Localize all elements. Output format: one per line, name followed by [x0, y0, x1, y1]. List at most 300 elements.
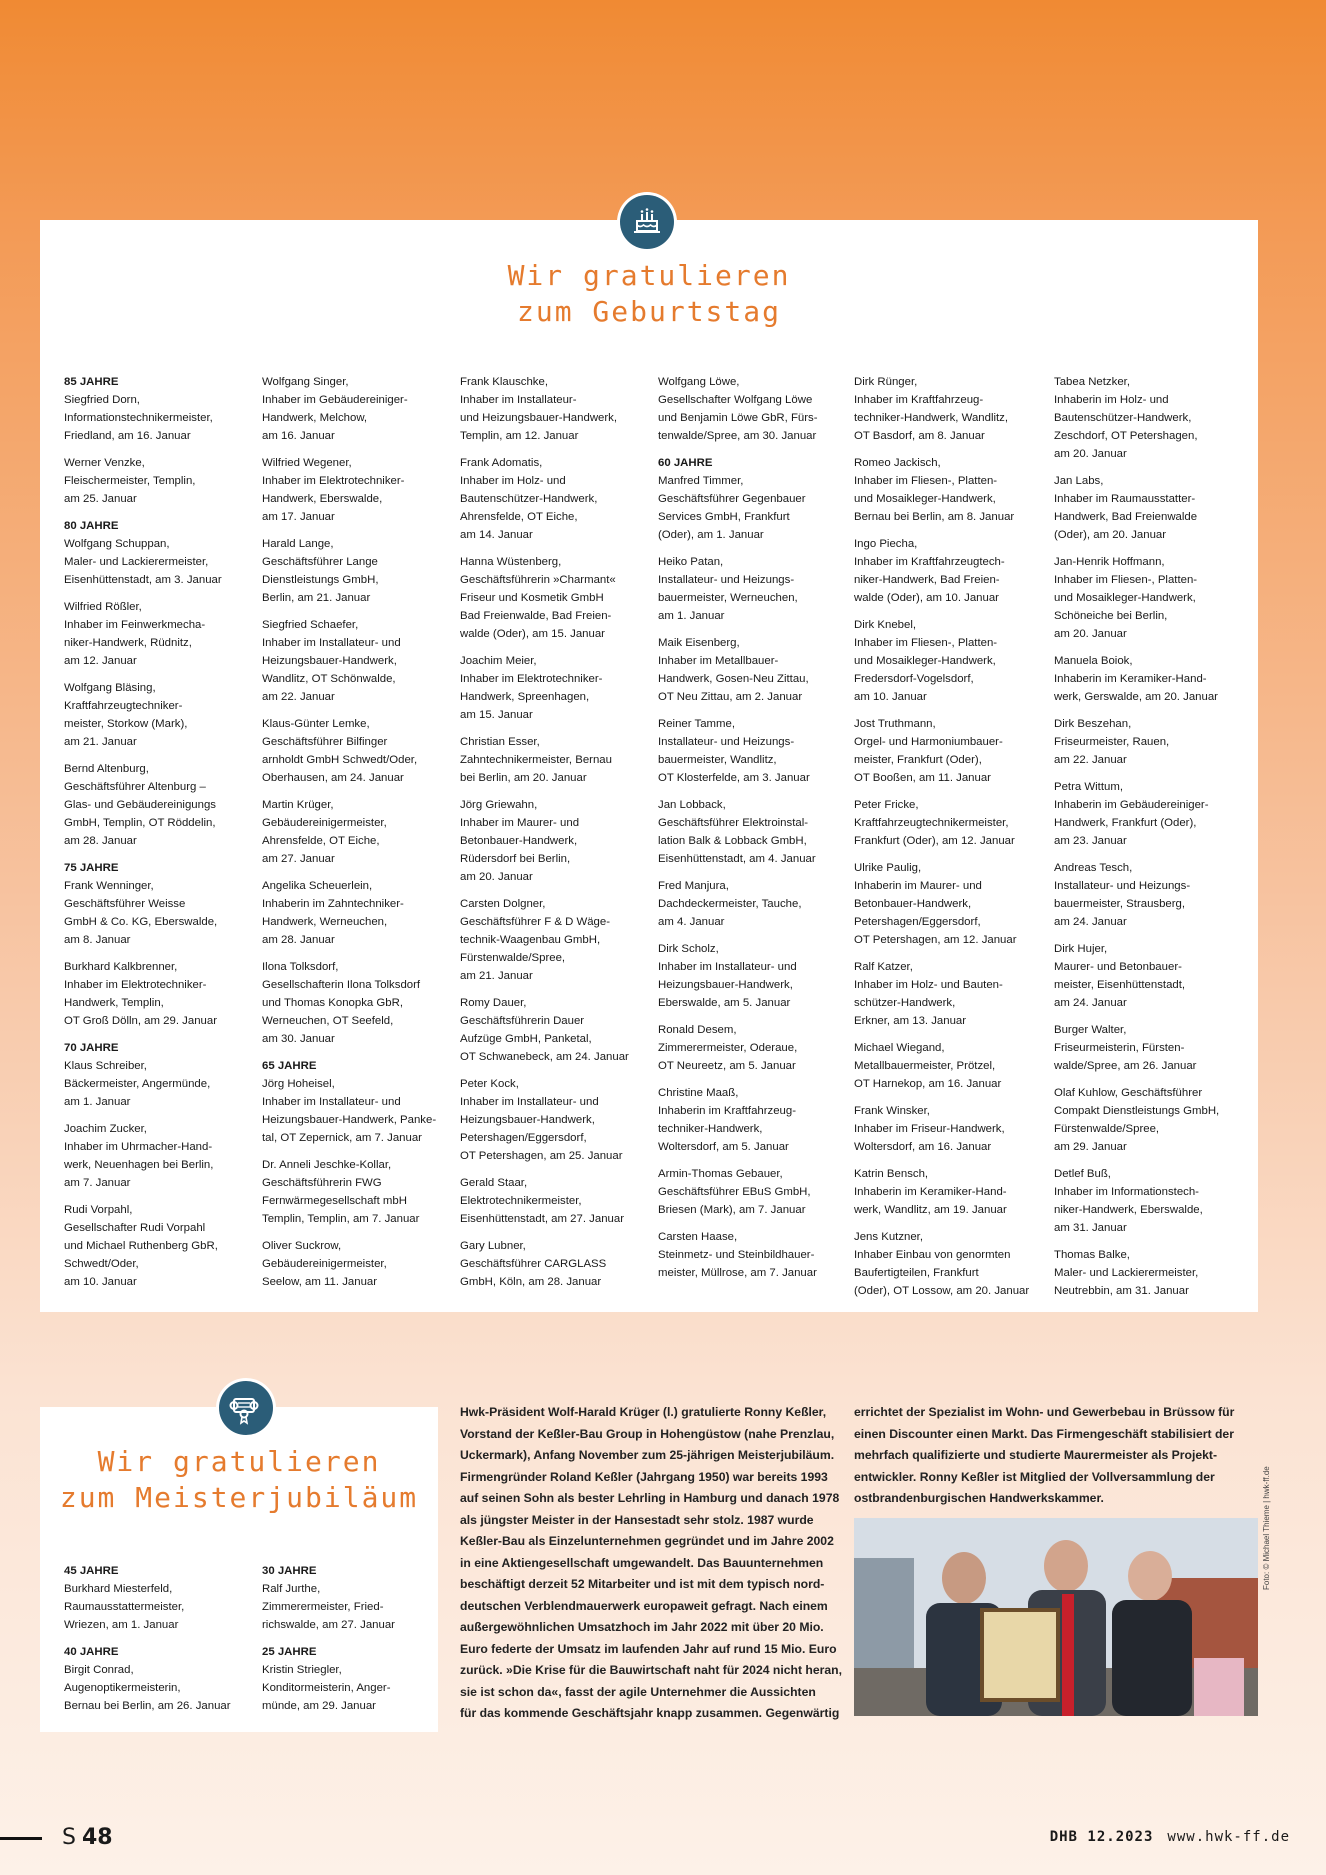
entry-line: Handwerk, Eberswalde,	[262, 493, 383, 505]
entry-line: OT Klosterfelde, am 3. Januar	[658, 772, 810, 784]
entry-line: Ronald Desem,	[658, 1024, 737, 1036]
entry-line: Kraftfahrzeugtechniker-	[64, 700, 183, 712]
article-line: Firmengründer Roland Keßler (Jahrgang 1950) war bereits 1993	[460, 1469, 828, 1484]
entry-line: Heizungsbauer-Handwerk,	[460, 1114, 595, 1126]
entry-line: Inhaber im Uhrmacher-Hand-	[64, 1141, 213, 1153]
entry-line: Joachim Meier,	[460, 655, 537, 667]
article-line: als jüngster Meister in der Hansestadt sehr stolz. 1987 wurde	[460, 1512, 814, 1527]
entry-line: (Oder), am 1. Januar	[658, 529, 764, 541]
list-item	[460, 994, 650, 1066]
meisterjubilaeum-title-line2: zum Meisterjubiläum	[59, 1481, 419, 1514]
entry-line: Jörg Hoheisel,	[262, 1078, 335, 1090]
entry-line: Geschäftsführer EBuS GmbH,	[658, 1186, 811, 1198]
list-item	[1054, 553, 1244, 643]
column-1	[64, 1562, 244, 1724]
article-line: Uckermark), Anfang November zum 25-jährigen Meisterjubiläum.	[460, 1448, 835, 1462]
entry-line: Dirk Knebel,	[854, 619, 917, 631]
article-column-2	[854, 1402, 1235, 1510]
entry-line: bauermeister, Werneuchen,	[658, 592, 798, 604]
entry-line: Peter Kock,	[460, 1078, 519, 1090]
entry-line: Burger Walter,	[1054, 1024, 1127, 1036]
entry-line: Manuela Boiok,	[1054, 655, 1133, 667]
entry-line: GmbH & Co. KG, Eberswalde,	[64, 916, 218, 928]
entry-line: Armin-Thomas Gebauer,	[658, 1168, 783, 1180]
entry-line: Geschäftsführerin FWG	[262, 1177, 382, 1189]
list-item	[658, 877, 848, 931]
entry-line: Kraftfahrzeugtechnikermeister,	[854, 817, 1009, 829]
entry-line: Dirk Hujer,	[1054, 943, 1108, 955]
list-item	[262, 1643, 442, 1715]
entry-line: Ahrensfelde, OT Eiche,	[262, 835, 380, 847]
entry-line: am 8. Januar	[64, 934, 131, 946]
entry-line: am 22. Januar	[1054, 754, 1127, 766]
birthday-title	[40, 258, 1258, 330]
article-line: einen Discounter einen Markt. Das Firmengeschäft stabilisiert der	[854, 1426, 1234, 1441]
entry-line: arnholdt GmbH Schwedt/Oder,	[262, 754, 418, 766]
age-heading: 65 JAHRE	[262, 1060, 317, 1072]
entry-line: Christian Esser,	[460, 736, 540, 748]
entry-line: Gesellschafterin Ilona Tolksdorf	[262, 979, 421, 991]
entry-line: Inhaber im Installateur-	[460, 394, 577, 406]
age-heading: 85 JAHRE	[64, 376, 119, 388]
entry-line: Bautenschützer-Handwerk,	[460, 493, 598, 505]
entry-line: Orgel- und Harmoniumbauer-	[854, 736, 1003, 748]
list-item	[1054, 778, 1244, 850]
entry-line: Templin, am 12. Januar	[460, 430, 579, 442]
entry-line: Frank Winsker,	[854, 1105, 930, 1117]
entry-line: am 10. Januar	[64, 1276, 137, 1288]
entry-line: Handwerk, Melchow,	[262, 412, 368, 424]
list-item	[460, 733, 650, 787]
entry-line: Jan-Henrik Hoffmann,	[1054, 556, 1165, 568]
column-3	[460, 373, 650, 1300]
entry-line: tal, OT Zepernick, am 7. Januar	[262, 1132, 422, 1144]
meisterjubilaeum-badge	[216, 1378, 276, 1438]
list-item	[460, 652, 650, 724]
list-item	[658, 715, 848, 787]
entry-line: Schöneiche bei Berlin,	[1054, 610, 1168, 622]
entry-line: und Mosaikleger-Handwerk,	[854, 493, 996, 505]
birthday-badge	[617, 192, 677, 252]
article-column-1	[460, 1402, 840, 1725]
list-item	[658, 373, 848, 445]
meisterjubilaeum-title	[40, 1444, 438, 1516]
entry-line: am 1. Januar	[64, 1096, 131, 1108]
entry-line: Wilfried Rößler,	[64, 601, 142, 613]
entry-line: Inhaber im Elektrotechniker-	[460, 673, 603, 685]
entry-line: Inhaber im Fliesen-, Platten-	[1054, 574, 1198, 586]
entry-line: Betonbauer-Handwerk,	[460, 835, 578, 847]
entry-line: Inhaber im Metallbauer-	[658, 655, 779, 667]
birthday-title-line1: Wir gratulieren	[507, 259, 791, 292]
list-item	[262, 1057, 452, 1147]
entry-line: werk, Neuenhagen bei Berlin,	[64, 1159, 214, 1171]
entry-line: Werneuchen, OT Seefeld,	[262, 1015, 394, 1027]
list-item	[262, 1562, 442, 1634]
entry-line: Manfred Timmer,	[658, 475, 744, 487]
entry-line: Geschäftsführer Bilfinger	[262, 736, 388, 748]
list-item	[460, 454, 650, 544]
list-item	[658, 634, 848, 706]
entry-line: Geschäftsführer Gegenbauer	[658, 493, 806, 505]
entry-line: am 27. Januar	[262, 853, 335, 865]
entry-line: am 15. Januar	[460, 709, 533, 721]
list-item	[460, 1237, 650, 1291]
entry-line: Inhaber im Holz- und Bauten-	[854, 979, 1003, 991]
entry-line: OT Neureetz, am 5. Januar	[658, 1060, 796, 1072]
entry-line: Wolfgang Singer,	[262, 376, 349, 388]
entry-line: Gesellschafter Wolfgang Löwe	[658, 394, 813, 406]
entry-line: Inhaberin im Keramiker-Hand-	[854, 1186, 1007, 1198]
meisterjubilaeum-title-line1: Wir gratulieren	[97, 1445, 381, 1478]
footer-rule	[0, 1837, 42, 1840]
entry-line: (Oder), OT Lossow, am 20. Januar	[854, 1285, 1030, 1297]
entry-line: bei Berlin, am 20. Januar	[460, 772, 587, 784]
list-item	[854, 715, 1044, 787]
entry-line: Konditormeisterin, Anger-	[262, 1682, 391, 1694]
entry-line: Katrin Bensch,	[854, 1168, 929, 1180]
entry-line: Peter Fricke,	[854, 799, 919, 811]
entry-line: Frank Klauschke,	[460, 376, 548, 388]
entry-line: Fred Manjura,	[658, 880, 729, 892]
list-item	[658, 1084, 848, 1156]
entry-line: lation Balk & Lobback GmbH,	[658, 835, 807, 847]
article-line: Keßler-Bau als Einzelunternehmen gegründet und im Jahre 2002	[460, 1534, 834, 1548]
entry-line: Gerald Staar,	[460, 1177, 528, 1189]
list-item	[1054, 1021, 1244, 1075]
entry-line: Gebäudereinigermeister,	[262, 1258, 387, 1270]
list-item	[262, 454, 452, 526]
entry-line: Jost Truthmann,	[854, 718, 936, 730]
entry-line: Inhaber im Kraftfahrzeugtech-	[854, 556, 1005, 568]
list-item	[460, 796, 650, 886]
entry-line: Handwerk, Spreenhagen,	[460, 691, 590, 703]
entry-line: Jan Lobback,	[658, 799, 726, 811]
entry-line: am 22. Januar	[262, 691, 335, 703]
entry-line: Burkhard Kalkbrenner,	[64, 961, 178, 973]
entry-line: Inhaber im Installateur- und	[262, 1096, 401, 1108]
website-url: www.hwk-ff.de	[1167, 1829, 1290, 1845]
entry-line: Inhaberin im Kraftfahrzeug-	[658, 1105, 797, 1117]
list-item	[64, 1201, 254, 1291]
entry-line: Seelow, am 11. Januar	[262, 1276, 378, 1288]
list-item	[64, 454, 254, 508]
list-item	[64, 1120, 254, 1192]
age-heading: 80 JAHRE	[64, 520, 119, 532]
list-item	[1054, 373, 1244, 463]
list-item	[658, 1228, 848, 1282]
entry-line: Friseurmeisterin, Fürsten-	[1054, 1042, 1185, 1054]
entry-line: Wolfgang Bläsing,	[64, 682, 156, 694]
entry-line: Fleischermeister, Templin,	[64, 475, 196, 487]
entry-line: Christine Maaß,	[658, 1087, 739, 1099]
entry-line: Klaus-Günter Lemke,	[262, 718, 370, 730]
list-item	[262, 373, 452, 445]
entry-line: schützer-Handwerk,	[854, 997, 956, 1009]
entry-line: Gary Lubner,	[460, 1240, 526, 1252]
entry-line: werk, Gerswalde, am 20. Januar	[1054, 691, 1218, 703]
entry-line: meister, Storkow (Mark),	[64, 718, 188, 730]
entry-line: münde, am 29. Januar	[262, 1700, 376, 1712]
entry-line: Bernau bei Berlin, am 26. Januar	[64, 1700, 231, 1712]
column-5	[854, 373, 1044, 1309]
entry-line: Frank Wenninger,	[64, 880, 154, 892]
article-line: mehrfach qualifizierte und studierte Maurermeister als Projekt-	[854, 1448, 1218, 1462]
entry-line: Jörg Griewahn,	[460, 799, 538, 811]
birthday-title-line2: zum Geburtstag	[516, 295, 781, 328]
entry-line: Inhaberin im Zahntechniker-	[262, 898, 404, 910]
entry-line: Ilona Tolksdorf,	[262, 961, 339, 973]
list-item	[64, 1643, 244, 1715]
list-item	[64, 760, 254, 850]
list-item	[460, 373, 650, 445]
list-item	[460, 1174, 650, 1228]
entry-line: Petra Wittum,	[1054, 781, 1123, 793]
entry-line: (Oder), am 20. Januar	[1054, 529, 1167, 541]
list-item	[658, 940, 848, 1012]
age-heading: 70 JAHRE	[64, 1042, 119, 1054]
age-heading: 45 JAHRE	[64, 1565, 119, 1577]
entry-line: niker-Handwerk, Bad Freien-	[854, 574, 1000, 586]
entry-line: Maler- und Lackierermeister,	[64, 556, 209, 568]
entry-line: Handwerk, Frankfurt (Oder),	[1054, 817, 1197, 829]
entry-line: am 20. Januar	[460, 871, 533, 883]
entry-line: Elektrotechnikermeister,	[460, 1195, 582, 1207]
photo-illustration	[854, 1518, 1258, 1716]
entry-line: Friedland, am 16. Januar	[64, 430, 191, 442]
entry-line: Zimmerermeister, Fried-	[262, 1601, 384, 1613]
article-line: in eine Aktiengesellschaft umgewandelt. Das Bauunternehmen	[460, 1555, 824, 1570]
entry-line: walde (Oder), am 15. Januar	[460, 628, 605, 640]
list-item	[262, 535, 452, 607]
entry-line: meister, Müllrose, am 7. Januar	[658, 1267, 817, 1279]
entry-line: Petershagen/Eggersdorf,	[854, 916, 981, 928]
entry-line: Maler- und Lackierermeister,	[1054, 1267, 1199, 1279]
list-item	[262, 616, 452, 706]
list-item	[460, 1075, 650, 1165]
entry-line: Angelika Scheuerlein,	[262, 880, 373, 892]
entry-line: Eisenhüttenstadt, am 3. Januar	[64, 574, 222, 586]
entry-line: und Mosaikleger-Handwerk,	[854, 655, 996, 667]
entry-line: Hanna Wüstenberg,	[460, 556, 562, 568]
entry-line: am 14. Januar	[460, 529, 533, 541]
entry-line: OT Petershagen, am 25. Januar	[460, 1150, 623, 1162]
entry-line: am 21. Januar	[460, 970, 533, 982]
entry-line: Dirk Scholz,	[658, 943, 719, 955]
entry-line: Thomas Balke,	[1054, 1249, 1130, 1261]
list-item	[854, 1039, 1044, 1093]
article-line: Vorstand der Keßler-Bau Group in Hohengüstow (nahe Prenzlau,	[460, 1426, 835, 1441]
entry-line: und Benjamin Löwe GbR, Fürs-	[658, 412, 818, 424]
list-item	[1054, 859, 1244, 931]
entry-line: Inhaber im Installateur- und	[262, 637, 401, 649]
entry-line: OT Harnekop, am 16. Januar	[854, 1078, 1002, 1090]
entry-line: OT Booßen, am 11. Januar	[854, 772, 991, 784]
entry-line: OT Schwanebeck, am 24. Januar	[460, 1051, 629, 1063]
entry-line: Tabea Netzker,	[1054, 376, 1130, 388]
entry-line: und Michael Ruthenberg GbR,	[64, 1240, 218, 1252]
entry-line: am 31. Januar	[1054, 1222, 1127, 1234]
list-item	[262, 796, 452, 868]
entry-line: walde/Spree, am 26. Januar	[1054, 1060, 1197, 1072]
entry-line: Fredersdorf-Vogelsdorf,	[854, 673, 974, 685]
entry-line: Fernwärmegesellschaft mbH	[262, 1195, 407, 1207]
list-item	[262, 715, 452, 787]
entry-line: Wolfgang Schuppan,	[64, 538, 170, 550]
entry-line: OT Petershagen, am 12. Januar	[854, 934, 1017, 946]
entry-line: Inhaber im Fliesen-, Platten-	[854, 637, 998, 649]
entry-line: Ulrike Paulig,	[854, 862, 922, 874]
entry-line: Steinmetz- und Steinbildhauer-	[658, 1249, 815, 1261]
entry-line: Heiko Patan,	[658, 556, 724, 568]
entry-line: richswalde, am 27. Januar	[262, 1619, 395, 1631]
entry-line: und Thomas Konopka GbR,	[262, 997, 403, 1009]
entry-line: am 4. Januar	[658, 916, 725, 928]
article-line: deutschen Verblendmauerwerk europaweit gefragt. Nach einem	[460, 1598, 828, 1613]
entry-line: Inhaber im Fliesen-, Platten-	[854, 475, 998, 487]
entry-line: Inhaberin im Gebäudereiniger-	[1054, 799, 1209, 811]
entry-line: Maurer- und Betonbauer-	[1054, 961, 1182, 973]
entry-line: Briesen (Mark), am 7. Januar	[658, 1204, 806, 1216]
entry-line: Inhaber im Gebäudereiniger-	[262, 394, 408, 406]
list-item	[854, 796, 1044, 850]
entry-line: Siegfried Schaefer,	[262, 619, 359, 631]
entry-line: am 21. Januar	[64, 736, 137, 748]
entry-line: am 25. Januar	[64, 493, 137, 505]
entry-line: Petershagen/Eggersdorf,	[460, 1132, 587, 1144]
entry-line: Wriezen, am 1. Januar	[64, 1619, 179, 1631]
entry-line: Friseurmeister, Rauen,	[1054, 736, 1170, 748]
list-item	[854, 859, 1044, 949]
list-item	[854, 958, 1044, 1030]
list-item	[1054, 652, 1244, 706]
entry-line: Frank Adomatis,	[460, 457, 543, 469]
list-item	[854, 373, 1044, 445]
list-item	[854, 1228, 1044, 1300]
entry-line: technik-Waagenbau GmbH,	[460, 934, 601, 946]
entry-line: Reiner Tamme,	[658, 718, 736, 730]
list-item	[64, 598, 254, 670]
entry-line: bauermeister, Strausberg,	[1054, 898, 1186, 910]
entry-line: Handwerk, Templin,	[64, 997, 164, 1009]
entry-line: Inhaber im Holz- und	[460, 475, 566, 487]
entry-line: Handwerk, Bad Freienwalde	[1054, 511, 1198, 523]
list-item	[854, 1165, 1044, 1219]
list-item	[1054, 472, 1244, 544]
age-heading: 60 JAHRE	[658, 457, 713, 469]
magazine-issue: DHB 12.2023	[1049, 1829, 1154, 1845]
entry-line: am 28. Januar	[262, 934, 335, 946]
list-item	[262, 958, 452, 1048]
entry-line: GmbH, Templin, OT Röddelin,	[64, 817, 216, 829]
entry-line: Geschäftsführer Elektroinstal-	[658, 817, 809, 829]
entry-line: Carsten Dolgner,	[460, 898, 546, 910]
entry-line: Dienstleistungs GmbH,	[262, 574, 379, 586]
entry-line: Heizungsbauer-Handwerk,	[262, 655, 397, 667]
entry-line: Compakt Dienstleistungs GmbH,	[1054, 1105, 1220, 1117]
entry-line: Detlef Buß,	[1054, 1168, 1111, 1180]
entry-line: Bernd Altenburg,	[64, 763, 149, 775]
article-line: außergewöhnlichen Umsatzhoch im Jahr 2022 mit über 20 Mio.	[460, 1620, 824, 1634]
entry-line: Jens Kutzner,	[854, 1231, 924, 1243]
entry-line: Wilfried Wegener,	[262, 457, 352, 469]
entry-line: Handwerk, Gosen-Neu Zittau,	[658, 673, 809, 685]
entry-line: Frankfurt (Oder), am 12. Januar	[854, 835, 1015, 847]
article-line: zurück. »Die Krise für die Bauwirtschaft naht für 2024 nicht heran,	[460, 1663, 842, 1677]
list-item	[658, 1165, 848, 1219]
entry-line: Templin, Templin, am 7. Januar	[262, 1213, 420, 1225]
entry-line: am 20. Januar	[1054, 628, 1127, 640]
entry-line: Martin Krüger,	[262, 799, 334, 811]
article-line: beschäftigt derzeit 52 Mitarbeiter und ist mit dem typisch nord-	[460, 1577, 825, 1591]
list-item	[64, 1562, 244, 1634]
entry-line: Inhaber Einbau von genormten	[854, 1249, 1011, 1261]
entry-line: Services GmbH, Frankfurt	[658, 511, 790, 523]
entry-line: Handwerk, Werneuchen,	[262, 916, 388, 928]
entry-line: Siegfried Dorn,	[64, 394, 140, 406]
entry-line: Kristin Striegler,	[262, 1664, 342, 1676]
entry-line: Glas- und Gebäudereinigungs	[64, 799, 216, 811]
entry-line: Wandlitz, OT Schönwalde,	[262, 673, 396, 685]
list-item	[262, 1156, 452, 1228]
footer-info	[1050, 1829, 1290, 1845]
entry-line: Ahrensfelde, OT Eiche,	[460, 511, 578, 523]
page-number-value: 48	[81, 1825, 113, 1850]
article-line: Hwk-Präsident Wolf-Harald Krüger (l.) gratulierte Ronny Keßler,	[460, 1405, 827, 1419]
list-item	[64, 859, 254, 949]
entry-line: Inhaber im Friseur-Handwerk,	[854, 1123, 1005, 1135]
entry-line: am 24. Januar	[1054, 916, 1127, 928]
entry-line: Erkner, am 13. Januar	[854, 1015, 967, 1027]
entry-line: Inhaber im Feinwerkmecha-	[64, 619, 206, 631]
entry-line: Raumausstattermeister,	[64, 1601, 185, 1613]
entry-line: Inhaber im Elektrotechniker-	[64, 979, 207, 991]
page-prefix: S	[62, 1825, 76, 1850]
entry-line: Metallbauermeister, Prötzel,	[854, 1060, 996, 1072]
list-item	[658, 553, 848, 625]
list-item	[64, 679, 254, 751]
entry-line: Harald Lange,	[262, 538, 334, 550]
entry-line: und Heizungsbauer-Handwerk,	[460, 412, 618, 424]
entry-line: tenwalde/Spree, am 30. Januar	[658, 430, 817, 442]
article-line: errichtet der Spezialist im Wohn- und Gewerbebau in Brüssow für	[854, 1405, 1235, 1419]
entry-line: Woltersdorf, am 16. Januar	[854, 1141, 992, 1153]
entry-line: Eisenhüttenstadt, am 27. Januar	[460, 1213, 625, 1225]
entry-line: OT Basdorf, am 8. Januar	[854, 430, 985, 442]
entry-line: am 7. Januar	[64, 1177, 131, 1189]
entry-line: Oliver Suckrow,	[262, 1240, 342, 1252]
entry-line: Geschäftsführer Altenburg –	[64, 781, 206, 793]
list-item	[64, 517, 254, 589]
entry-line: am 20. Januar	[1054, 448, 1127, 460]
entry-line: Dirk Beszehan,	[1054, 718, 1132, 730]
entry-line: Birgit Conrad,	[64, 1664, 134, 1676]
list-item	[262, 1237, 452, 1291]
entry-line: am 24. Januar	[1054, 997, 1127, 1009]
entry-line: Burkhard Miesterfeld,	[64, 1583, 173, 1595]
entry-line: am 23. Januar	[1054, 835, 1127, 847]
entry-line: Inhaberin im Keramiker-Hand-	[1054, 673, 1207, 685]
list-item	[658, 796, 848, 868]
entry-line: am 29. Januar	[1054, 1141, 1127, 1153]
page-number	[62, 1825, 113, 1850]
entry-line: Zimmerermeister, Oderaue,	[658, 1042, 798, 1054]
entry-line: Dr. Anneli Jeschke-Kollar,	[262, 1159, 392, 1171]
list-item	[460, 895, 650, 985]
entry-line: OT Groß Dölln, am 29. Januar	[64, 1015, 217, 1027]
entry-line: Geschäftsführer Lange	[262, 556, 378, 568]
article-line: Euro federte der Umsatz im laufenden Jahr auf rund 15 Mio. Euro	[460, 1641, 837, 1656]
